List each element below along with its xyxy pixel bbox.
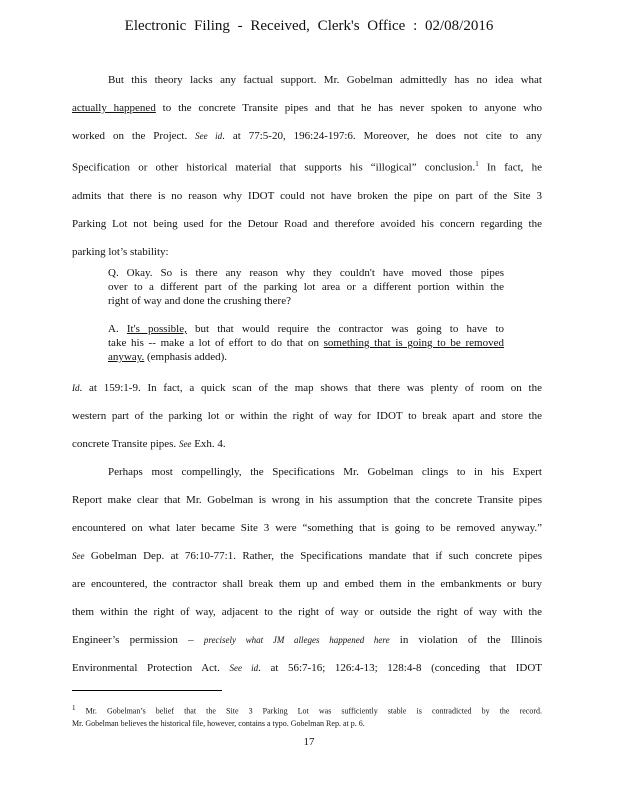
q-line-3: right of way and done the crushing there? — [108, 295, 291, 307]
footnote-ref: 1 — [475, 160, 479, 168]
p2-line-1: Id. at 159:1-9. In fact, a quick scan of the map shows that there was plenty of room on the — [72, 382, 542, 394]
p3-line-7: Engineer’s permission – precisely what JM alleges happened here in violation of the Illinois — [72, 634, 542, 646]
p1-line-5: admits that there is no reason why IDOT could not have broken the pipe on part of the Site 3 — [72, 189, 542, 202]
citation-signal: See id — [229, 663, 259, 673]
paragraph-2 — [72, 374, 542, 458]
footnote-number: 1 — [72, 704, 76, 712]
paragraph-1 — [72, 66, 542, 266]
p2-line-3: concrete Transite pipes. See Exh. 4. — [72, 438, 226, 450]
p3-line-5: are encountered, the contractor shall break them up and embed them in the embankments or bury — [72, 578, 542, 590]
filing-header: Electronic Filing - Received, Clerk's Office : 02/08/2016 — [124, 18, 494, 34]
block-quote-answer — [108, 322, 504, 364]
emphasis-phrase: precisely what JM alleges happened here — [203, 635, 390, 645]
p3-line-6: them within the right of way, adjacent to the right of way or outside the right of way with the — [72, 606, 542, 618]
underlined-phrase: anyway. — [108, 351, 145, 363]
citation-signal: See — [178, 439, 192, 449]
underlined-phrase: It's possible, — [126, 323, 187, 335]
p3-line-8: Environmental Protection Act. See id. at 56:7-16; 126:4-13; 128:4-8 (conceding that IDOT — [72, 662, 542, 674]
p1-line-7: parking lot’s stability: — [72, 245, 169, 258]
q-line-2: over to a different part of the parking lot area or a different portion within the — [108, 281, 504, 293]
q-line-1: Q. Okay. So is there any reason why they couldn't have moved those pipes — [108, 267, 504, 279]
p3-line-2: Report make clear that Mr. Gobelman is wrong in his assumption that the concrete Transite pipes — [72, 494, 542, 506]
footnote-line-1: $^1$ Mr. Gobelman’s belief that the Site 3 Parking Lot was sufficiently stable is contradicted by the record. — [72, 704, 542, 716]
paragraph-3 — [72, 458, 542, 682]
underlined-phrase: something that is going to be removed — [323, 337, 504, 349]
p1-line-3: worked on the Project. See id. at 77:5-20, 196:24-197:6. Moreover, he does not cite to any — [72, 130, 542, 142]
p1-line-4: Specification or other historical material that supports his “illogical” conclusion.$^1$ In fact, he — [72, 160, 542, 174]
a-line-2: take his -- make a lot of effort to do that on something that is going to be removed — [108, 337, 504, 349]
citation-signal: Id — [72, 383, 80, 393]
p3-line-1: Perhaps most compellingly, the Specifications Mr. Gobelman clings to in his Expert — [108, 466, 542, 478]
p3-line-3: encountered on what later became Site 3 were “something that is going to be removed anyway.” — [72, 522, 542, 534]
p1-line-1: But this theory lacks any factual support. Mr. Gobelman admittedly has no idea what — [108, 74, 542, 86]
footnote — [72, 702, 542, 730]
a-line-1: A. It's possible, but that would require the contractor was going to have to — [108, 323, 504, 335]
p2-line-2: western part of the parking lot or within the right of way for IDOT to break apart and store the — [72, 410, 542, 422]
p1-line-2: actually happened to the concrete Transite pipes and that he has never spoken to anyone who — [72, 102, 542, 114]
footnote-line-2: Mr. Gobelman believes the historical file, however, contains a typo. Gobelman Rep. at p. 6. — [72, 718, 365, 728]
p3-line-4: See Gobelman Dep. at 76:10-77:1. Rather, the Specifications mandate that if such concrete pipes — [72, 550, 542, 562]
a-line-3: anyway. (emphasis added). — [108, 351, 228, 363]
citation-signal: See — [72, 551, 85, 561]
citation-signal: See id — [195, 131, 223, 141]
footnote-divider — [72, 690, 222, 691]
p1-line-6: Parking Lot not being used for the Detour Road and therefore avoided his concern regarding the — [72, 217, 542, 230]
underlined-phrase: actually happened — [72, 102, 156, 114]
block-quote-question — [108, 266, 504, 308]
page-number: 17 — [303, 736, 315, 748]
